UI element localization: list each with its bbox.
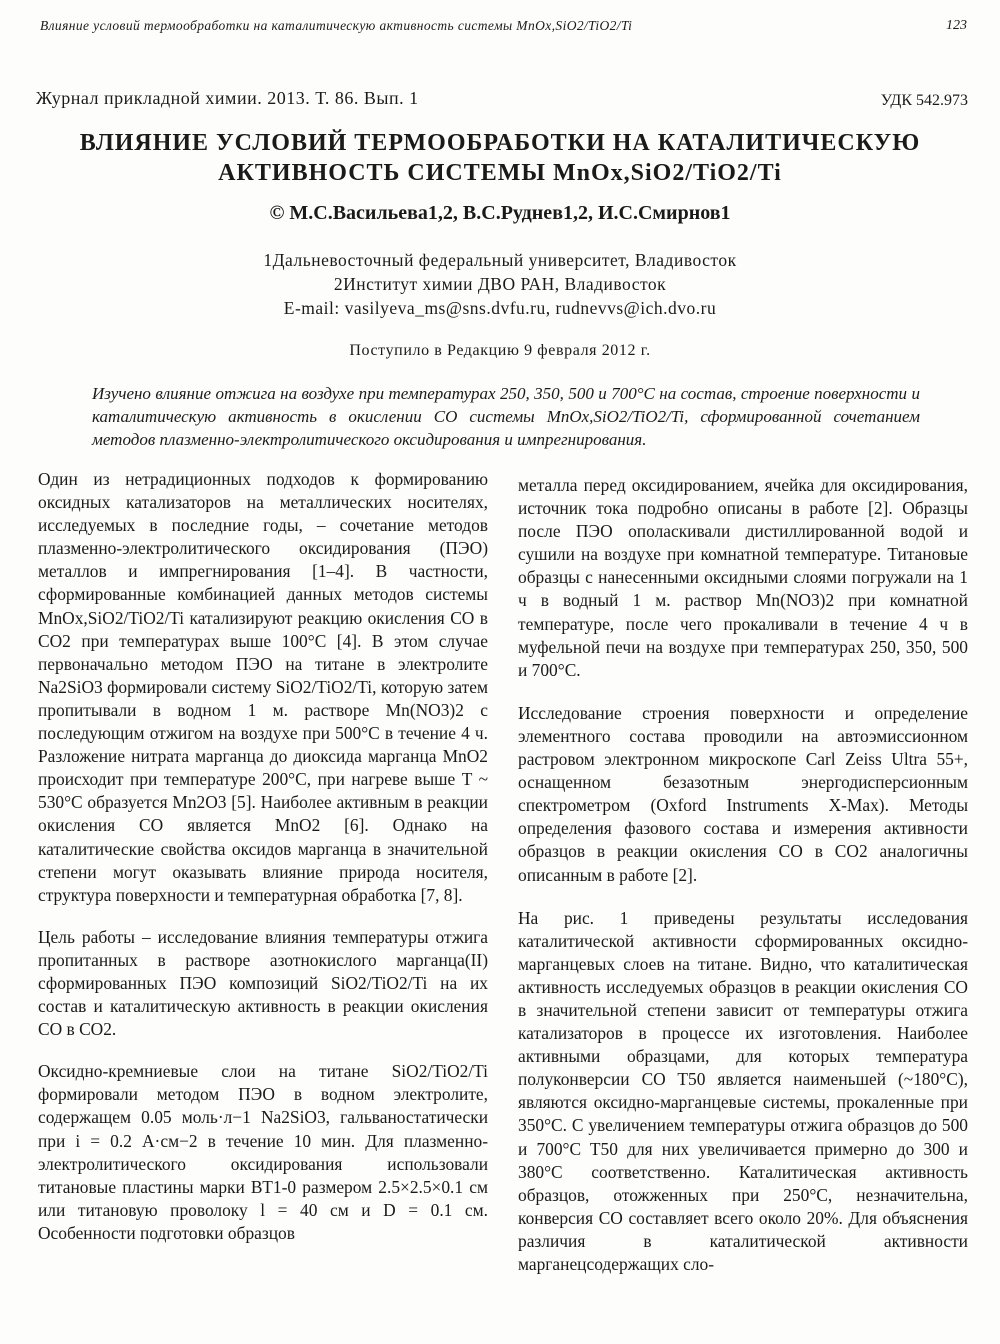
title-line-1: ВЛИЯНИЕ УСЛОВИЙ ТЕРМООБРАБОТКИ НА КАТАЛИТИЧЕСКУЮ bbox=[79, 130, 921, 156]
right-column bbox=[518, 474, 968, 1276]
received-date: Поступило в Редакцию 9 февраля 2012 г. bbox=[349, 342, 651, 359]
paragraph: На рис. 1 приведены результаты исследования каталитической активности сформированных оксидно-марганцевых слоев на титане. Видно, что каталитическая активность исследуемых образцов в реакции окисления CO в значительной степени зависит от температуры отжига катализаторов в процессе их изготовления. Наиболее активными образцами, для которых температура полуконверсии CO T50 является наименьшей (~180°C), являются оксидно-марганцевые системы, прокаленные при 350°C. С увеличением температуры отжига образцов до 500 и 700°C T50 для них увеличивается примерно до 300 и 380°C соответственно. Каталитическая активность образцов, отожженных при 250°C, незначительна, конверсия CO составляет всего около 20%. Для объяснения различия в каталитической активности марганецсодержащих сло- bbox=[518, 907, 968, 1274]
email-line: E-mail: vasilyeva_ms@sns.dvfu.ru, rudnevvs@ich.dvo.ru bbox=[283, 298, 717, 318]
left-column bbox=[38, 468, 488, 1245]
affiliation-2: 2Институт химии ДВО РАН, Владивосток bbox=[333, 274, 667, 294]
paragraph: металла перед оксидированием, ячейка для оксидирования, источник тока подробно описаны в работе [2]. Образцы после ПЭО ополаскивали дистиллированной водой и сушили на воздухе при комнатной температуре. Титановые образцы с нанесенными оксидными слоями погружали на 1 ч в водный 1 м. раствор Mn(NO3)2 при комнатной температуре, после чего прокаливали в течение 4 ч в муфельной печи на воздухе при температурах 250, 350, 500 и 700°C. bbox=[518, 475, 968, 680]
affiliation-1: 1Дальневосточный федеральный университет, Владивосток bbox=[263, 250, 737, 270]
udc-code: УДК 542.973 bbox=[880, 92, 968, 109]
title-line-2: АКТИВНОСТЬ СИСТЕМЫ MnOx,SiO2/TiO2/Ti bbox=[218, 160, 782, 186]
author-list: © М.С.Васильева1,2, В.С.Руднев1,2, И.С.Смирнов1 bbox=[269, 202, 731, 224]
abstract: Изучено влияние отжига на воздухе при температурах 250, 350, 500 и 700°C на состав, строение поверхности и каталитическую активность в окислении CO системы MnOx,SiO2/TiO2/Ti, сформированной сочетанием методов плазменно-электролитического оксидирования и импрегнирования. bbox=[92, 384, 920, 449]
page-number: 123 bbox=[946, 18, 967, 33]
article-title bbox=[60, 128, 940, 188]
paragraph: Один из нетрадиционных подходов к формированию оксидных катализаторов на металлических носителях, исследуемых в последние годы, – сочетание методов плазменно-электролитического оксидирования (ПЭО) металлов и импрегнирования [1–4]. В частности, сформированные комбинацией данных методов системы MnOx,SiO2/TiO2/Ti катализируют реакцию окисления CO в CO2 при температурах выше 100°C [4]. В этом случае первоначально методом ПЭО на титане в электролите Na2SiO3 формировали систему SiO2/TiO2/Ti, которую затем пропитывали в водном 1 м. растворе Mn(NO3)2 с последующим отжигом на воздухе при 500°C в течение 4 ч. Разложение нитрата марганца до диоксида марганца MnO2 происходит при температуре 200°C, при нагреве выше T ~ 530°C образуется Mn2O3 [5]. Наиболее активным в реакции окисления CO является MnO2 [6]. Однако на каталитические свойства оксидов марганца в значительной степени могут оказывать влияние природа носителя, структура поверхности и температурная обработка [7, 8]. bbox=[38, 469, 488, 905]
paragraph: Оксидно-кремниевые слои на титане SiO2/TiO2/Ti формировали методом ПЭО в водном электролите, содержащем 0.05 моль·л−1 Na2SiO3, гальваностатически при i = 0.2 А·см−2 в течение 10 мин. Для плазменно-электролитического оксидирования использовали титановые пластины марки ВТ1-0 размером 2.5×2.5×0.1 см или титановую проволоку l = 40 см и D = 0.1 см. Особенности подготовки образцов bbox=[38, 1061, 488, 1243]
affiliations bbox=[150, 248, 850, 320]
journal-reference: Журнал прикладной химии. 2013. Т. 86. Вып. 1 bbox=[36, 88, 419, 108]
running-title: Влияние условий термообработки на каталитическую активность системы MnOx,SiO2/TiO2/Ti bbox=[40, 18, 633, 33]
paragraph: Исследование строения поверхности и определение элементного состава проводили на автоэмиссионном растровом электронном микроскопе Carl Zeiss Ultra 55+, оснащенном безазотным энергодисперсионным спектрометром (Oxford Instruments X-Max). Методы определения фазового состава и измерения активности образцов в реакции окисления CO в CO2 аналогичны описанным в работе [2]. bbox=[518, 702, 968, 885]
paragraph: Цель работы – исследование влияния температуры отжига пропитанных в растворе азотнокислого марганца(II) сформированных ПЭО композиций SiO2/TiO2/Ti на их состав и каталитическую активность в реакции окисления CO в CO2. bbox=[38, 926, 488, 1040]
